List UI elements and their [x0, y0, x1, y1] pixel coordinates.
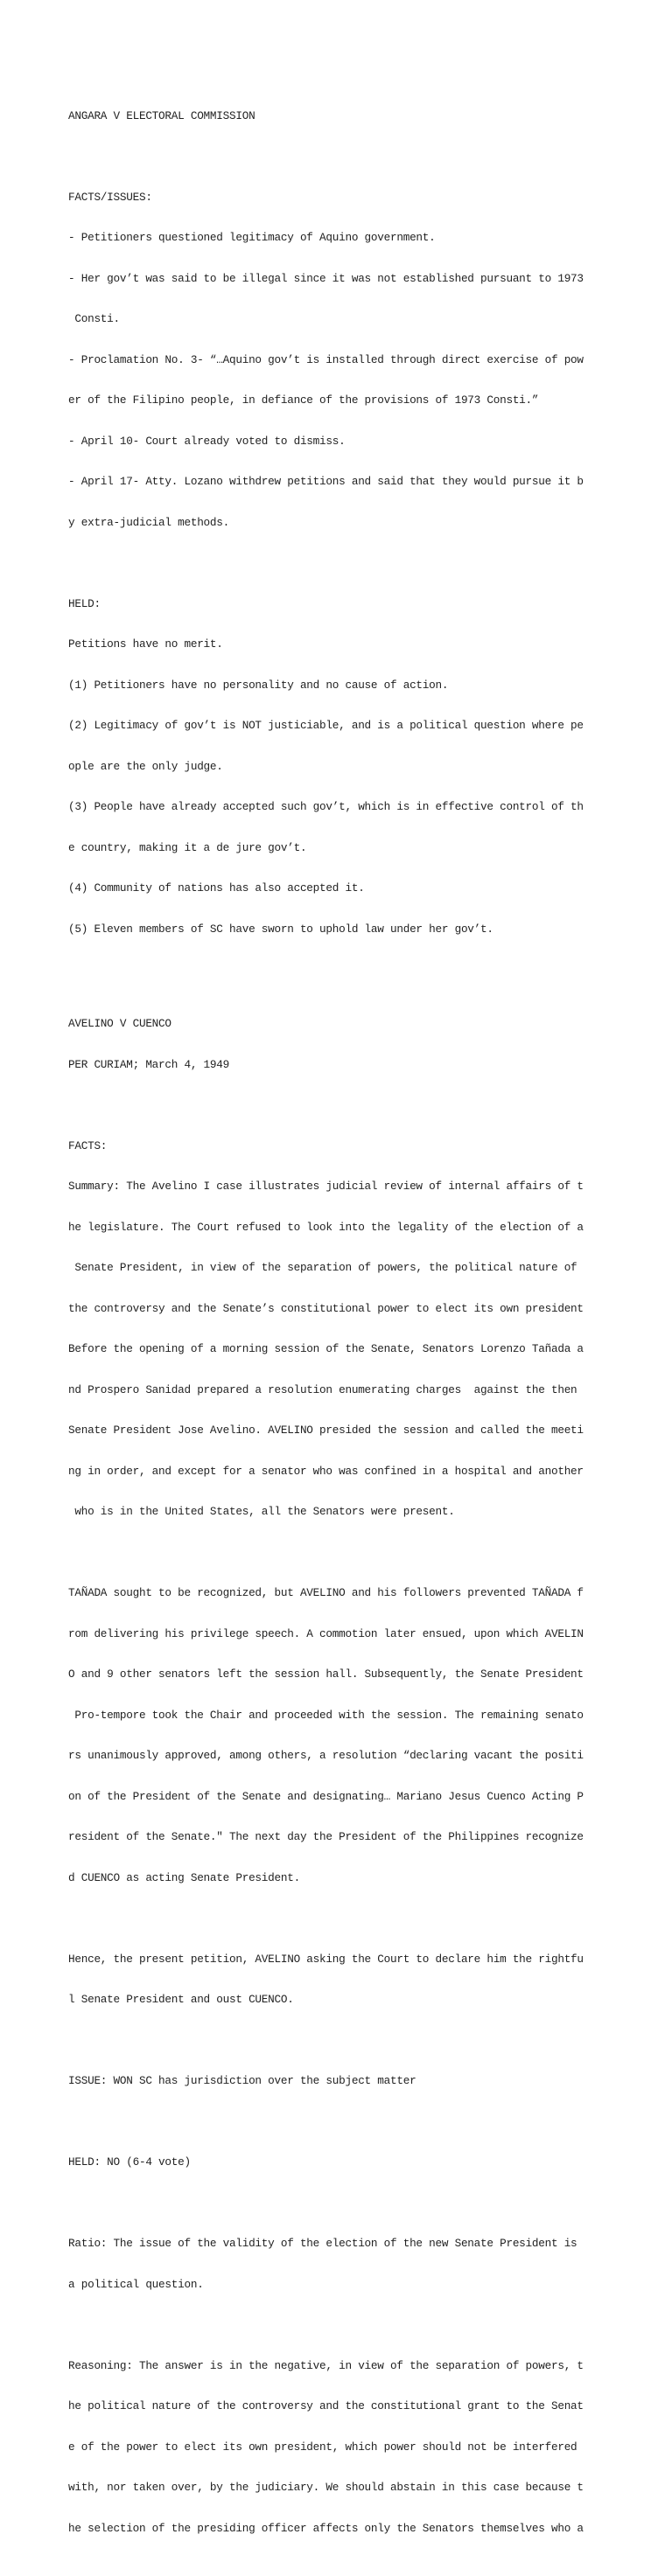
blank-line — [68, 556, 663, 570]
facts-line: - Her gov’t was said to be illegal since it was not established pursuant to 1973 — [68, 271, 584, 285]
paragraph-line: rom delivering his privilege speech. A commotion later ensued, upon which AVELIN — [68, 1626, 584, 1640]
summary-line: he legislature. The Court refused to look into the legality of the election of a — [68, 1220, 584, 1234]
reasoning-line: Reasoning: The answer is in the negative, in view of the separation of powers, t — [68, 2358, 584, 2372]
summary-line: who is in the United States, all the Senators were present. — [68, 1505, 455, 1518]
case-title: AVELINO V CUENCO — [68, 1017, 172, 1030]
facts-line: y extra-judicial methods. — [68, 515, 229, 529]
summary-line: nd Prospero Sanidad prepared a resolution enumerating charges against the then — [68, 1382, 578, 1396]
facts-line: - April 10- Court already voted to dismiss. — [68, 434, 346, 448]
issue-line: ISSUE: WON SC has jurisdiction over the subject matter — [68, 2074, 416, 2087]
paragraph-line: on of the President of the Senate and designating… Mariano Jesus Cuenco Acting P — [68, 1789, 584, 1803]
reasoning-line: e of the power to elect its own president, which power should not be interfered — [68, 2440, 578, 2454]
blank-line — [68, 1098, 663, 1112]
summary-line: Senate President Jose Avelino. AVELINO presided the session and called the meeti — [68, 1424, 584, 1437]
paragraph-line: Pro-tempore took the Chair and proceeded with the session. The remaining senato — [68, 1708, 584, 1722]
facts-line: - Petitioners questioned legitimacy of Aquino government. — [68, 231, 436, 244]
facts-line: - Proclamation No. 3- “…Aquino gov’t is installed through direct exercise of pow — [68, 352, 584, 366]
section-heading-held: HELD: — [68, 596, 101, 610]
paragraph-line: O and 9 other senators left the session hall. Subsequently, the Senate President — [68, 1667, 584, 1681]
paragraph-line: resident of the Senate." The next day the President of the Philippines recognize — [68, 1830, 584, 1843]
summary-line: ng in order, and except for a senator who was confined in a hospital and another — [68, 1464, 584, 1478]
held-line: Petitions have no merit. — [68, 637, 223, 651]
ratio-line: a political question. — [68, 2277, 204, 2291]
ratio-line: Ratio: The issue of the validity of the election of the new Senate President is — [68, 2237, 578, 2250]
paragraph-line: Hence, the present petition, AVELINO asking the Court to declare him the rightfu — [68, 1952, 584, 1966]
case-subtitle: PER CURIAM; March 4, 1949 — [68, 1057, 229, 1071]
held-line: HELD: NO (6-4 vote) — [68, 2155, 191, 2169]
blank-line — [68, 963, 663, 977]
blank-line — [68, 2197, 663, 2210]
held-line: (5) Eleven members of SC have sworn to uphold law under her gov’t. — [68, 922, 494, 936]
held-line: (1) Petitioners have no personality and no cause of action. — [68, 678, 449, 692]
case-title: ANGARA V ELECTORAL COMMISSION — [68, 108, 256, 122]
facts-line: - April 17- Atty. Lozano withdrew petitions and said that they would pursue it b — [68, 475, 584, 488]
held-line: (3) People have already accepted such gov’t, which is in effective control of th — [68, 800, 584, 813]
blank-line — [68, 1911, 663, 1925]
blank-line — [68, 2034, 663, 2048]
paragraph-line: l Senate President and oust CUENCO. — [68, 1993, 294, 2006]
blank-line — [68, 1546, 663, 1560]
held-line: (4) Community of nations has also accepted it. — [68, 881, 365, 895]
blank-line — [68, 2318, 663, 2332]
section-heading-facts-issues: FACTS/ISSUES: — [68, 190, 152, 204]
held-line: (2) Legitimacy of gov’t is NOT justiciable, and is a political question where pe — [68, 719, 584, 732]
facts-line: er of the Filipino people, in defiance of the provisions of 1973 Consti.” — [68, 393, 539, 407]
summary-line: Summary: The Avelino I case illustrates judicial review of internal affairs of t — [68, 1180, 584, 1193]
summary-line: the controversy and the Senate’s constitutional power to elect its own president — [68, 1301, 584, 1315]
blank-line — [68, 150, 663, 164]
paragraph-line: rs unanimously approved, among others, a resolution “declaring vacant the positi — [68, 1749, 584, 1762]
reasoning-line: he selection of the presiding officer affects only the Senators themselves who a — [68, 2521, 584, 2535]
held-line: ople are the only judge. — [68, 759, 223, 773]
summary-line: Senate President, in view of the separation of powers, the political nature of — [68, 1261, 578, 1274]
section-heading-facts: FACTS: — [68, 1138, 108, 1152]
document-text — [68, 68, 663, 2576]
paragraph-line: d CUENCO as acting Senate President. — [68, 1870, 300, 1884]
reasoning-line: he political nature of the controversy and the constitutional grant to the Senat — [68, 2399, 584, 2412]
paragraph-line: TAÑADA sought to be recognized, but AVELINO and his followers prevented TAÑADA f — [68, 1586, 584, 1599]
reasoning-line: with, nor taken over, by the judiciary. We should abstain in this case because t — [68, 2481, 584, 2494]
facts-line: Consti. — [68, 312, 120, 325]
summary-line: Before the opening of a morning session of the Senate, Senators Lorenzo Tañada a — [68, 1342, 584, 1355]
held-line: e country, making it a de jure gov’t. — [68, 840, 307, 854]
blank-line — [68, 2115, 663, 2129]
